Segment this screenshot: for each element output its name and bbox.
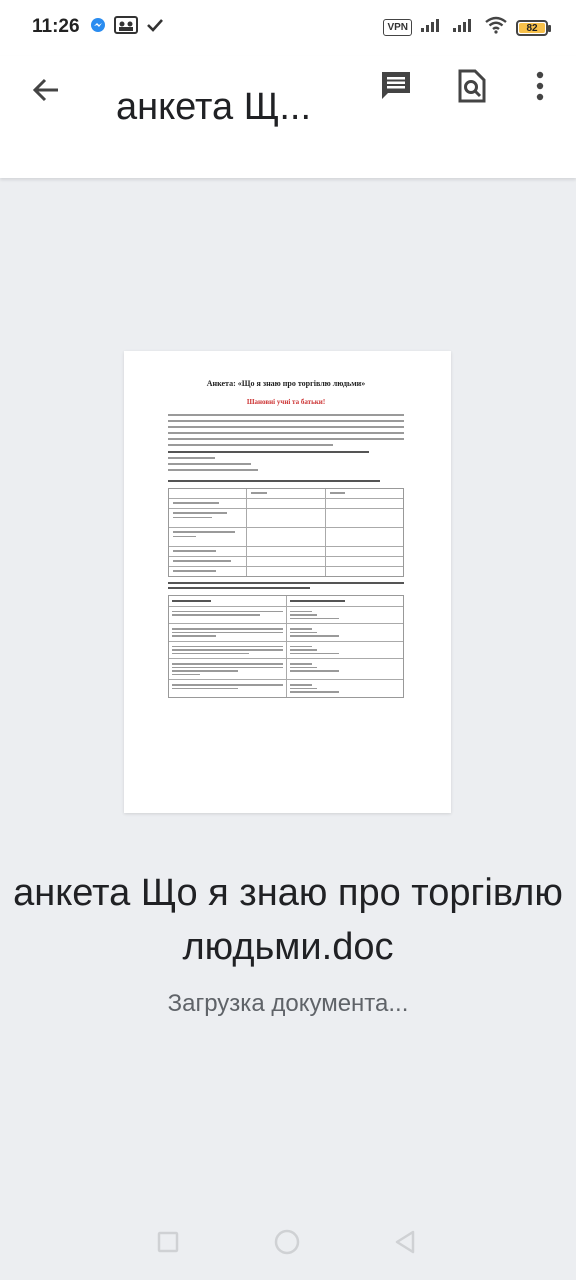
app-bar (0, 56, 576, 178)
home-circle-icon[interactable] (273, 1228, 301, 1256)
app-bar-title: анкета Щ... (116, 86, 312, 128)
preview-question (168, 582, 404, 584)
status-notification-icons (90, 16, 164, 39)
preview-table (168, 595, 404, 698)
find-in-page-icon (456, 69, 488, 108)
battery-level: 82 (519, 23, 545, 33)
status-bar (0, 0, 576, 56)
more-vertical-icon (535, 71, 545, 106)
preview-title: Анкета: «Що я знаю про торгівлю людьми» (206, 379, 366, 388)
comments-button[interactable] (376, 68, 416, 108)
preview-subtitle: Шановні учні та батьки! (246, 398, 326, 406)
signal-icon (420, 17, 444, 38)
wifi-icon (484, 16, 508, 39)
status-time: 11:26 (32, 16, 80, 37)
preview-table (168, 488, 404, 577)
more-options-button[interactable] (520, 68, 560, 108)
document-preview[interactable] (124, 351, 451, 813)
back-triangle-icon[interactable] (391, 1228, 419, 1256)
vpn-badge: VPN (383, 19, 412, 36)
document-preview-content (168, 379, 404, 698)
messenger-icon (90, 17, 106, 38)
file-name: анкета Що я знаю про торгівлю людьми.doc (13, 872, 563, 968)
loading-status: Загрузка документа... (167, 990, 409, 1017)
battery-icon (516, 20, 548, 36)
navigation-bar (0, 1200, 576, 1280)
signal-icon (452, 17, 476, 38)
back-button[interactable] (28, 74, 64, 110)
find-in-page-button[interactable] (452, 68, 492, 108)
teams-icon (114, 16, 138, 39)
preview-intro-text (168, 414, 404, 446)
preview-question (168, 451, 369, 453)
comment-icon (379, 69, 413, 108)
back-arrow-icon (31, 75, 61, 110)
recents-square-icon[interactable] (154, 1228, 182, 1256)
check-icon (146, 17, 164, 38)
status-system-icons (383, 16, 548, 39)
preview-question (168, 480, 380, 482)
